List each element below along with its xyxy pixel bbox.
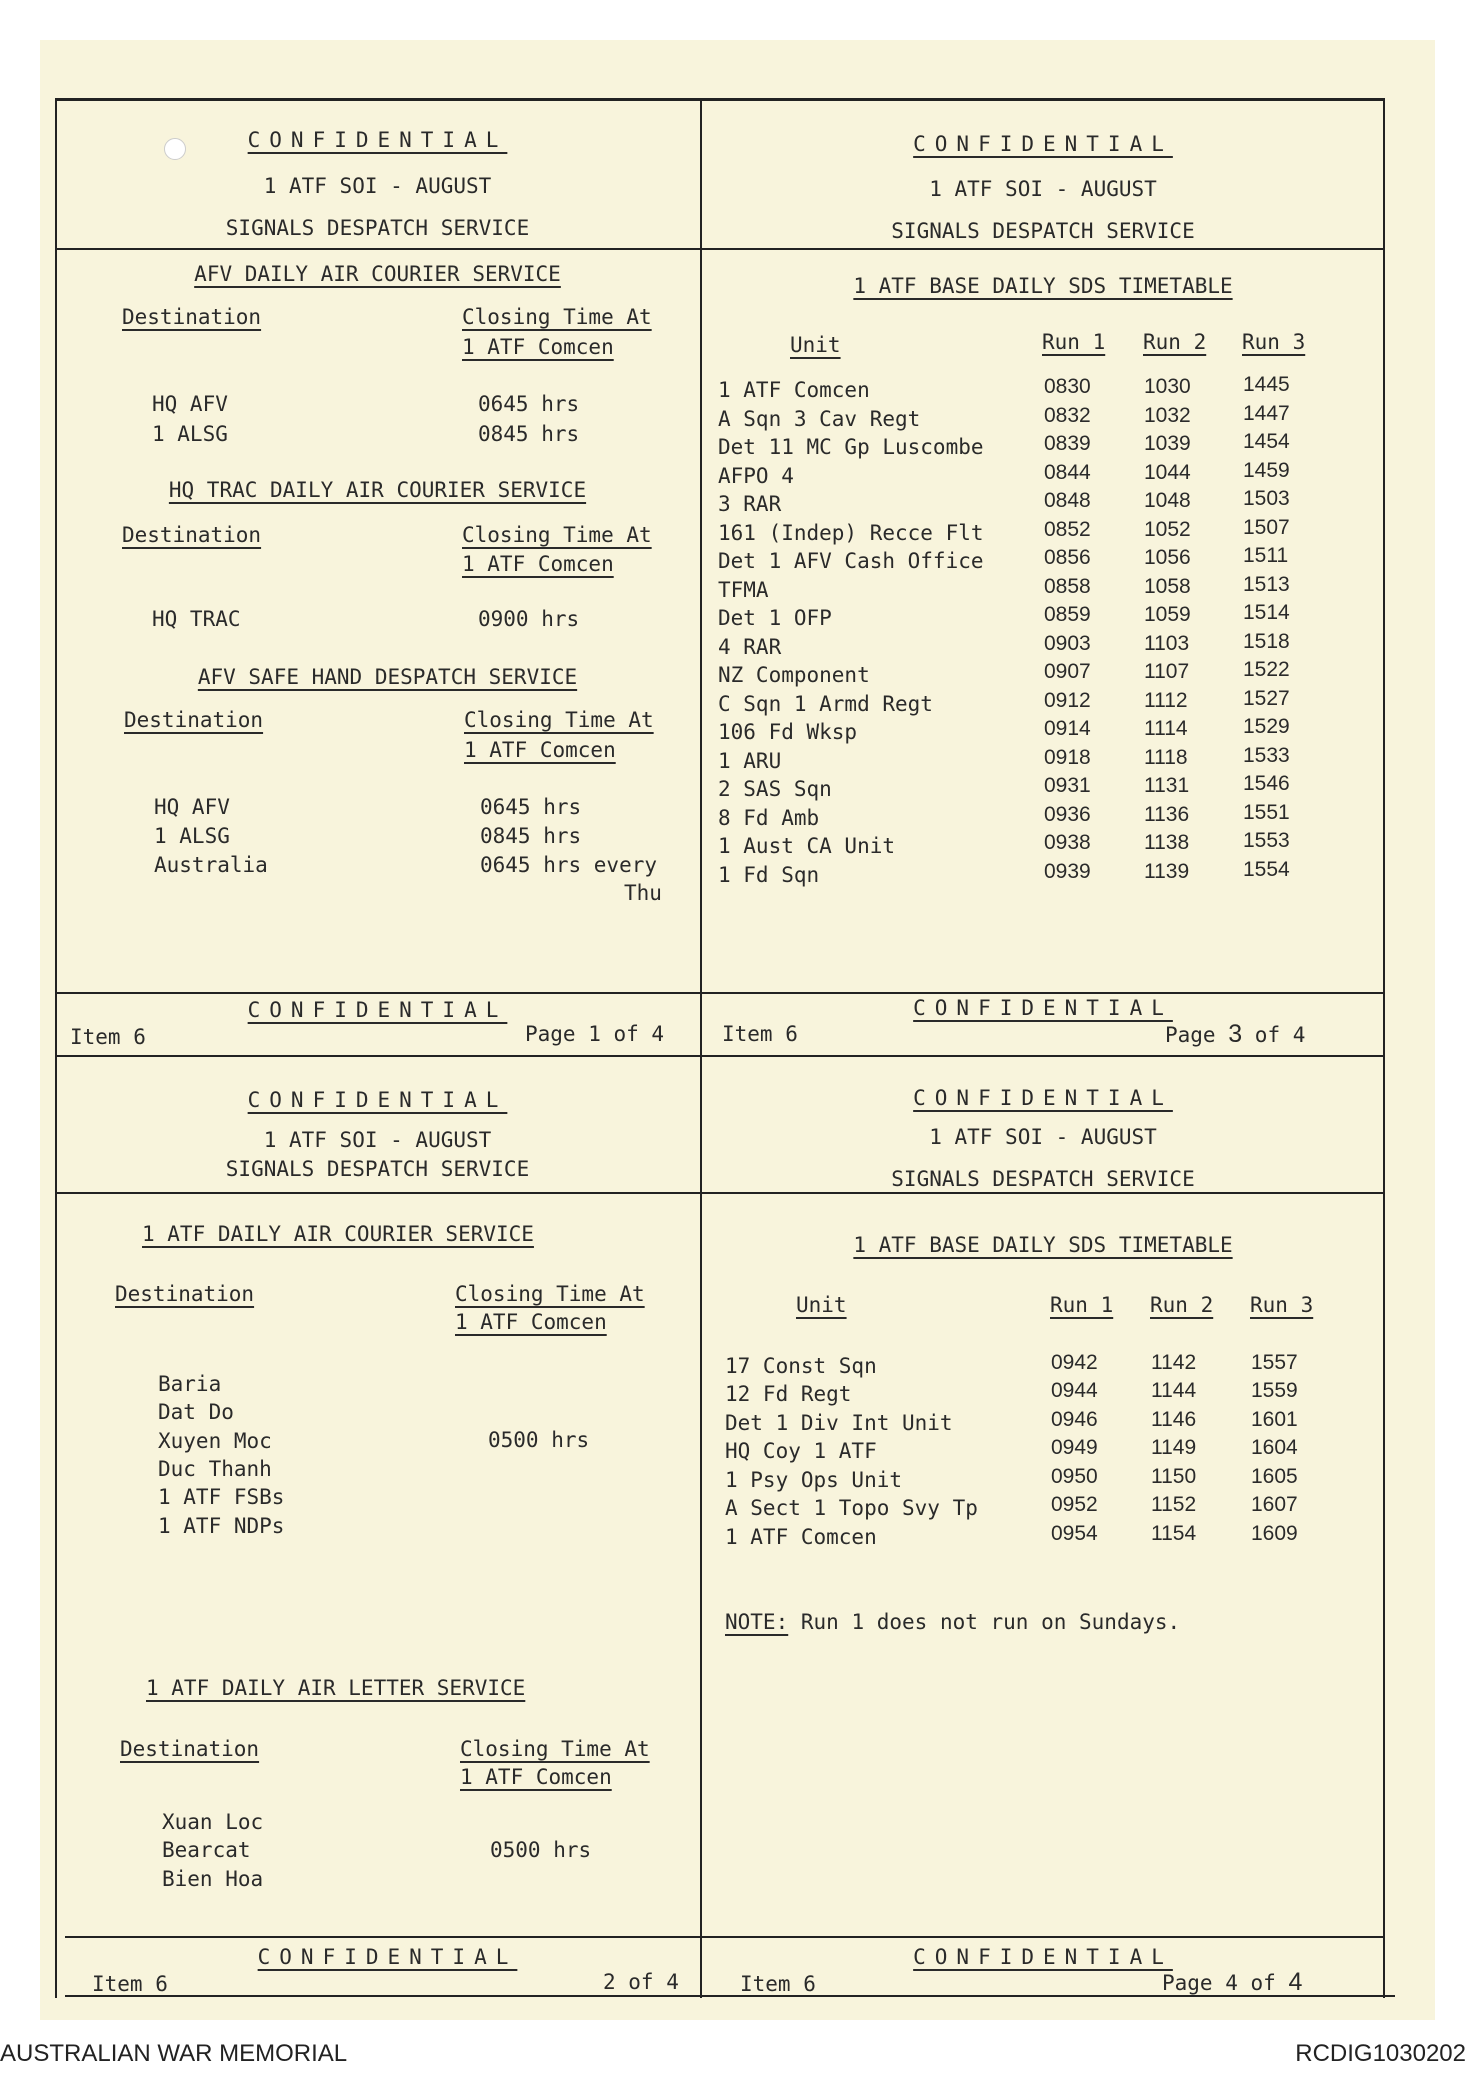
run-2-time: 1103: [1144, 632, 1190, 655]
run-1-time: 0914: [1044, 717, 1091, 740]
section-title: 1 ATF DAILY AIR LETTER SERVICE: [146, 1676, 526, 1700]
run-1-time: 0848: [1044, 489, 1091, 512]
table-row: 3 RAR: [718, 492, 782, 516]
table-row: 1 ARU: [718, 749, 782, 773]
run-1-time: 0907: [1044, 660, 1091, 683]
confidential-footer: CONFIDENTIAL: [257, 1945, 518, 1969]
confidential-footer: CONFIDENTIAL: [913, 996, 1173, 1020]
timetable-note: NOTE: Run 1 does not run on Sundays.: [725, 1610, 1181, 1634]
closing-time-header: Closing Time At: [460, 1737, 650, 1761]
destination-row: HQ AFV: [154, 795, 230, 819]
table-row: 4 RAR: [718, 635, 782, 659]
comcen-header: 1 ATF Comcen: [462, 552, 614, 576]
run-3-time: 1459: [1243, 459, 1290, 482]
run-1-time: 0946: [1051, 1408, 1098, 1431]
closing-time: 0645 hrs: [480, 795, 582, 819]
closing-time: 0845 hrs: [480, 824, 582, 848]
table-row: 1 Aust CA Unit: [718, 834, 896, 858]
run-3-header: Run 3: [1250, 1293, 1314, 1317]
run-2-time: 1107: [1144, 660, 1190, 683]
run-2-time: 1056: [1144, 546, 1191, 569]
page-title: 1 ATF SOI - AUGUST: [263, 1128, 492, 1152]
run-3-time: 1445: [1243, 373, 1290, 396]
run-3-time: 1514: [1243, 601, 1290, 624]
comcen-header: 1 ATF Comcen: [460, 1765, 612, 1789]
run-3-time: 1511: [1243, 544, 1289, 567]
run-1-time: 0844: [1044, 461, 1091, 484]
run-2-time: 1112: [1144, 689, 1188, 712]
destination-row: 1 ATF NDPs: [158, 1514, 285, 1538]
run-3-time: 1554: [1243, 858, 1290, 881]
run-1-time: 0950: [1051, 1465, 1098, 1488]
closing-time: 0500 hrs: [488, 1428, 590, 1452]
run-3-time: 1604: [1251, 1436, 1298, 1459]
run-1-time: 0952: [1051, 1493, 1098, 1516]
run-3-time: 1546: [1243, 772, 1290, 795]
table-row: Det 1 AFV Cash Office: [718, 549, 984, 573]
run-1-time: 0852: [1044, 518, 1091, 541]
table-row: HQ Coy 1 ATF: [725, 1439, 877, 1463]
table-title: 1 ATF BASE DAILY SDS TIMETABLE: [853, 274, 1233, 298]
run-2-time: 1152: [1151, 1493, 1197, 1516]
run-2-time: 1144: [1151, 1379, 1197, 1402]
page-title: 1 ATF SOI - AUGUST: [263, 174, 492, 198]
run-1-time: 0939: [1044, 860, 1091, 883]
run-2-time: 1136: [1144, 803, 1190, 826]
archive-reference: RCDIG1030202: [1295, 2040, 1466, 2067]
run-1-time: 0856: [1044, 546, 1091, 569]
table-row: 1 ATF Comcen: [725, 1525, 877, 1549]
run-2-time: 1146: [1151, 1408, 1197, 1431]
run-1-time: 0931: [1044, 774, 1091, 797]
run-3-time: 1605: [1251, 1465, 1298, 1488]
page-number: 2 of 4: [603, 1970, 679, 1994]
section-title: HQ TRAC DAILY AIR COURIER SERVICE: [168, 478, 587, 502]
table-row: 17 Const Sqn: [725, 1354, 877, 1378]
run-2-time: 1058: [1144, 575, 1191, 598]
closing-time: 0500 hrs: [490, 1838, 592, 1862]
run-3-time: 1507: [1243, 516, 1290, 539]
table-row: Det 1 OFP: [718, 606, 832, 630]
top-header-rule: [55, 248, 1385, 250]
confidential-footer: CONFIDENTIAL: [247, 998, 508, 1022]
confidential-header: CONFIDENTIAL: [913, 1086, 1173, 1110]
closing-time-header: Closing Time At: [455, 1282, 645, 1306]
table-row: 1 ATF Comcen: [718, 378, 870, 402]
right-border: [1383, 98, 1385, 1998]
run-1-time: 0944: [1051, 1379, 1098, 1402]
closing-time-header: Closing Time At: [464, 708, 654, 732]
table-title: 1 ATF BASE DAILY SDS TIMETABLE: [853, 1233, 1233, 1257]
run-2-time: 1142: [1151, 1351, 1197, 1374]
closing-time-header: Closing Time At: [462, 523, 652, 547]
table-row: 2 SAS Sqn: [718, 777, 832, 801]
destination-header: Destination: [122, 305, 262, 329]
run-2-time: 1131: [1144, 774, 1190, 797]
run-1-time: 0949: [1051, 1436, 1098, 1459]
table-row: 106 Fd Wksp: [718, 720, 858, 744]
destination-row: Xuan Loc: [162, 1810, 264, 1834]
table-row: 8 Fd Amb: [718, 806, 820, 830]
section-title: AFV SAFE HAND DESPATCH SERVICE: [197, 665, 578, 689]
destination-header: Destination: [120, 1737, 260, 1761]
run-2-header: Run 2: [1143, 330, 1207, 354]
table-row: C Sqn 1 Armd Regt: [718, 692, 933, 716]
run-3-time: 1518: [1243, 630, 1290, 653]
run-3-time: 1559: [1251, 1379, 1298, 1402]
table-row: 12 Fd Regt: [725, 1382, 852, 1406]
table-row: Det 1 Div Int Unit: [725, 1411, 953, 1435]
run-3-time: 1557: [1251, 1351, 1298, 1374]
page-title: 1 ATF SOI - AUGUST: [929, 177, 1157, 201]
table-row: A Sqn 3 Cav Regt: [718, 407, 921, 431]
run-3-time: 1513: [1243, 573, 1290, 596]
run-1-time: 0839: [1044, 432, 1091, 455]
destination-header: Destination: [115, 1282, 255, 1306]
middle-rule: [55, 1055, 1385, 1057]
destination-row: HQ TRAC: [152, 607, 241, 631]
run-1-time: 0858: [1044, 575, 1091, 598]
run-3-time: 1609: [1251, 1522, 1298, 1545]
run-2-time: 1149: [1151, 1436, 1197, 1459]
run-3-time: 1529: [1243, 715, 1290, 738]
run-1-time: 0912: [1044, 689, 1091, 712]
run-3-time: 1551: [1243, 801, 1290, 824]
run-1-time: 0954: [1051, 1522, 1098, 1545]
run-1-time: 0942: [1051, 1351, 1098, 1374]
destination-header: Destination: [122, 523, 262, 547]
document-sheet: [40, 40, 1435, 2020]
comcen-header: 1 ATF Comcen: [464, 738, 616, 762]
page-number: Page 3 of 4: [1165, 1020, 1306, 1048]
destination-row: Xuyen Moc: [158, 1429, 272, 1453]
page-number: Page 1 of 4: [525, 1022, 665, 1046]
run-2-time: 1118: [1144, 746, 1188, 769]
run-2-time: 1150: [1151, 1465, 1197, 1488]
table-row: NZ Component: [718, 663, 870, 687]
closing-time: 0645 hrs every: [480, 853, 658, 877]
closing-time: 0645 hrs: [478, 392, 580, 416]
page-subtitle: SIGNALS DESPATCH SERVICE: [225, 1157, 530, 1181]
run-2-time: 1032: [1144, 404, 1191, 427]
run-1-time: 0830: [1044, 375, 1091, 398]
destination-row: Duc Thanh: [158, 1457, 272, 1481]
run-1-time: 0903: [1044, 632, 1091, 655]
destination-row: 1 ALSG: [154, 824, 230, 848]
table-row: A Sect 1 Topo Svy Tp: [725, 1496, 978, 1520]
run-3-time: 1522: [1243, 658, 1290, 681]
destination-row: Baria: [158, 1372, 222, 1396]
archive-credit: AUSTRALIAN WAR MEMORIAL: [0, 2040, 348, 2067]
run-3-time: 1553: [1243, 829, 1290, 852]
top-footer-rule: [55, 992, 1385, 994]
run-1-header: Run 1: [1042, 330, 1106, 354]
run-1-time: 0859: [1044, 603, 1091, 626]
run-3-time: 1454: [1243, 430, 1290, 453]
destination-row: Australia: [154, 853, 268, 877]
destination-row: Dat Do: [158, 1400, 234, 1424]
table-row: AFPO 4: [718, 464, 794, 488]
section-title: 1 ATF DAILY AIR COURIER SERVICE: [142, 1222, 534, 1246]
page-subtitle: SIGNALS DESPATCH SERVICE: [891, 219, 1195, 243]
page-subtitle: SIGNALS DESPATCH SERVICE: [891, 1167, 1195, 1191]
page-subtitle: SIGNALS DESPATCH SERVICE: [225, 216, 530, 240]
confidential-header: CONFIDENTIAL: [247, 128, 508, 152]
run-3-time: 1607: [1251, 1493, 1298, 1516]
run-3-time: 1447: [1243, 402, 1290, 425]
run-2-time: 1059: [1144, 603, 1191, 626]
unit-header: Unit: [796, 1293, 847, 1317]
item-number: Item 6: [92, 1972, 168, 1996]
run-3-time: 1533: [1243, 744, 1290, 767]
table-row: 161 (Indep) Recce Flt: [718, 521, 984, 545]
destination-row: Bearcat: [162, 1838, 251, 1862]
run-3-header: Run 3: [1242, 330, 1306, 354]
closing-time: 0845 hrs: [478, 422, 580, 446]
run-1-time: 0918: [1044, 746, 1091, 769]
item-number: Item 6: [740, 1972, 816, 1996]
closing-time-continued: Thu: [624, 881, 662, 905]
destination-row: Bien Hoa: [162, 1867, 264, 1891]
closing-time: 0900 hrs: [478, 607, 580, 631]
comcen-header: 1 ATF Comcen: [455, 1310, 607, 1334]
run-1-time: 0938: [1044, 831, 1091, 854]
table-row: 1 Fd Sqn: [718, 863, 820, 887]
closing-time-header: Closing Time At: [462, 305, 652, 329]
confidential-header: CONFIDENTIAL: [247, 1088, 508, 1112]
destination-row: 1 ALSG: [152, 422, 228, 446]
run-2-time: 1048: [1144, 489, 1191, 512]
run-3-time: 1601: [1251, 1408, 1298, 1431]
destination-row: HQ AFV: [152, 392, 228, 416]
run-2-time: 1044: [1144, 461, 1191, 484]
comcen-header: 1 ATF Comcen: [462, 335, 614, 359]
run-2-header: Run 2: [1150, 1293, 1214, 1317]
run-2-time: 1114: [1144, 717, 1188, 740]
run-2-time: 1039: [1144, 432, 1191, 455]
confidential-header: CONFIDENTIAL: [913, 132, 1173, 156]
run-3-time: 1527: [1243, 687, 1290, 710]
center-divider: [700, 98, 702, 1998]
run-1-time: 0936: [1044, 803, 1091, 826]
item-number: Item 6: [70, 1025, 146, 1049]
confidential-footer: CONFIDENTIAL: [913, 1945, 1173, 1969]
table-row: Det 11 MC Gp Luscombe: [718, 435, 984, 459]
run-2-time: 1138: [1144, 831, 1190, 854]
run-2-time: 1139: [1144, 860, 1190, 883]
run-2-time: 1154: [1151, 1522, 1197, 1545]
run-2-time: 1030: [1144, 375, 1191, 398]
bottom-footer-rule: [65, 1936, 1385, 1938]
run-1-header: Run 1: [1050, 1293, 1114, 1317]
destination-header: Destination: [124, 708, 264, 732]
top-border: [55, 98, 1385, 101]
run-2-time: 1052: [1144, 518, 1191, 541]
destination-row: 1 ATF FSBs: [158, 1485, 285, 1509]
table-row: 1 Psy Ops Unit: [725, 1468, 903, 1492]
section-title: AFV DAILY AIR COURIER SERVICE: [194, 262, 561, 286]
left-border: [55, 98, 57, 1998]
page-title: 1 ATF SOI - AUGUST: [929, 1125, 1157, 1149]
run-3-time: 1503: [1243, 487, 1290, 510]
table-row: TFMA: [718, 578, 769, 602]
item-number: Item 6: [722, 1022, 798, 1046]
unit-header: Unit: [790, 333, 841, 357]
page-number: Page 4 of 4: [1162, 1968, 1303, 1996]
run-1-time: 0832: [1044, 404, 1091, 427]
bottom-header-rule: [55, 1192, 1385, 1194]
